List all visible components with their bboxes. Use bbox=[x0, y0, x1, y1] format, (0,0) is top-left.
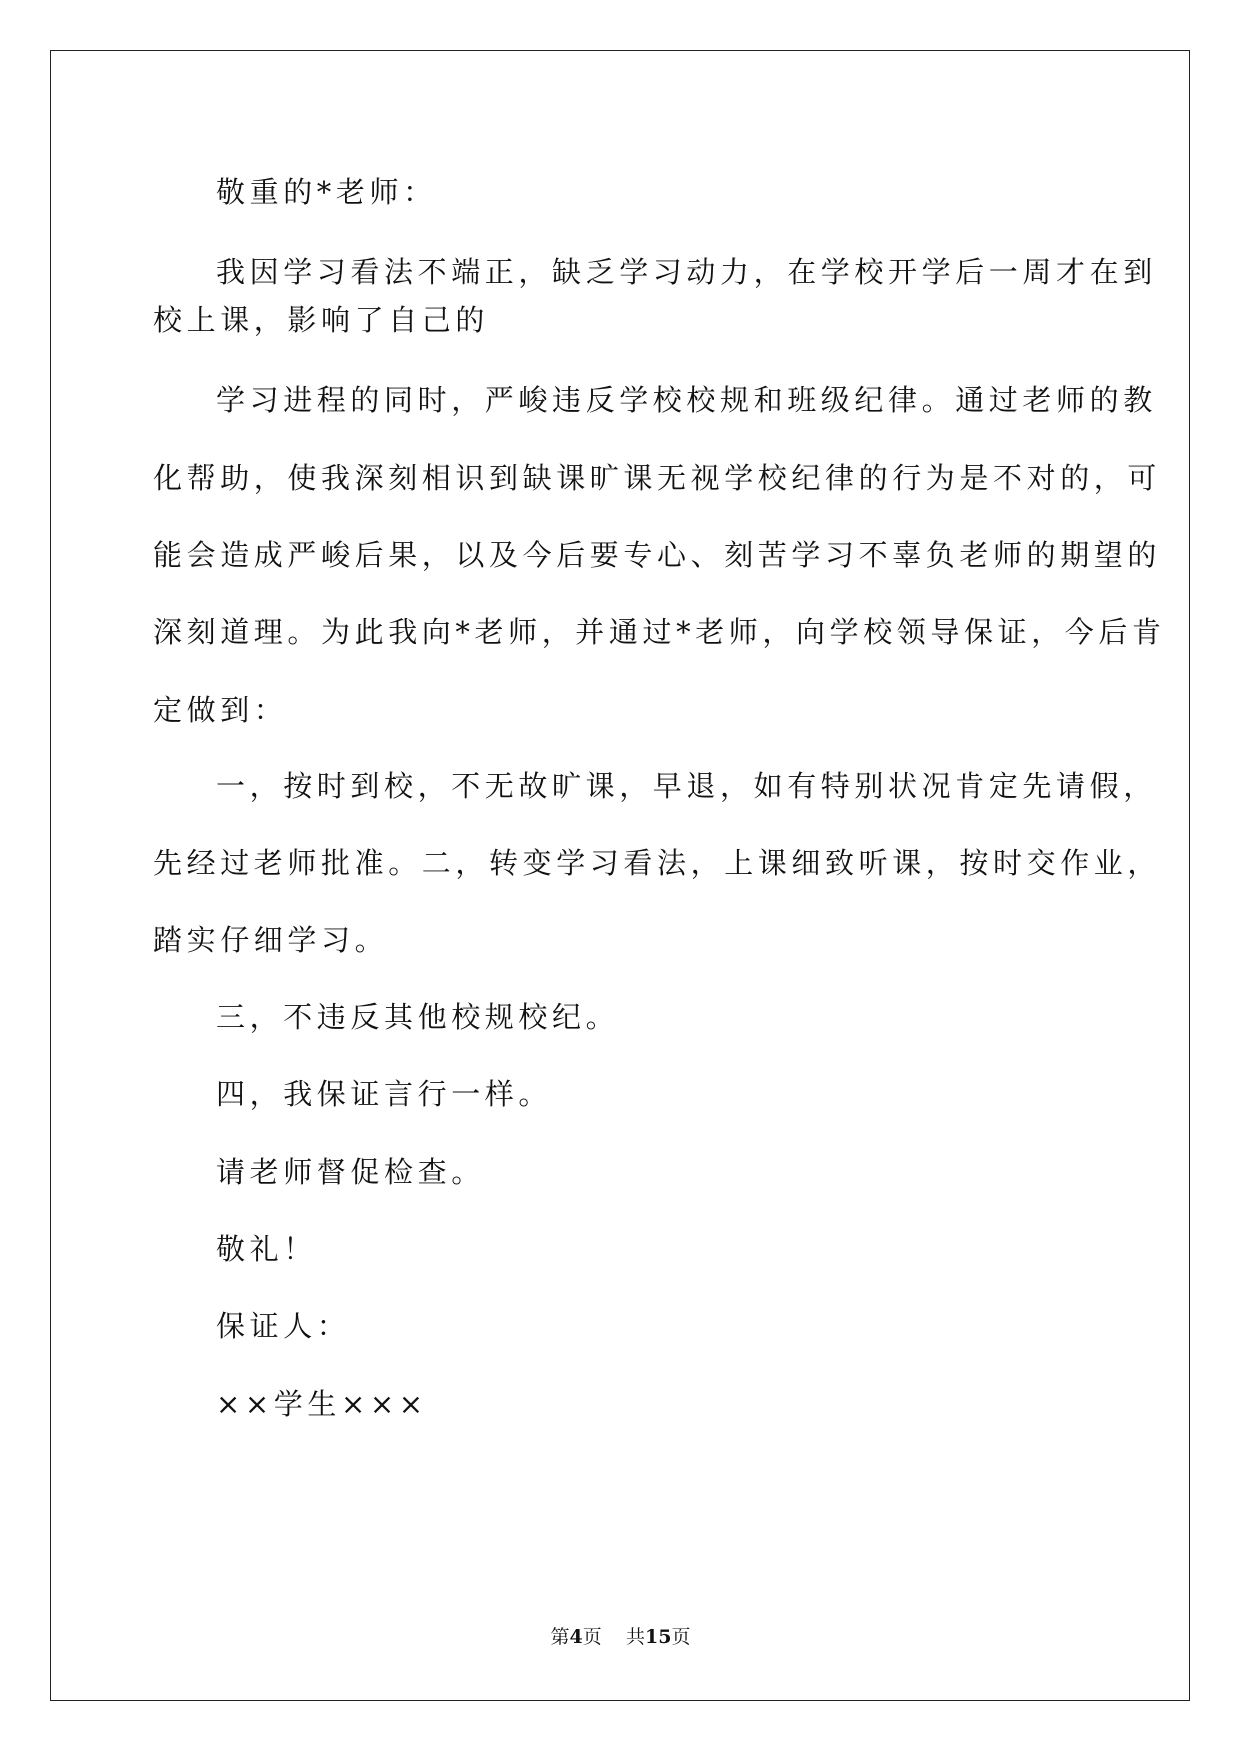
paragraph-line: 化帮助，使我深刻相识到缺课旷课无视学校纪律的行为是不对的，可 bbox=[153, 461, 1162, 495]
page-total: 15 bbox=[644, 1626, 672, 1648]
closing-salute: 敬礼！ bbox=[216, 1232, 317, 1266]
page-suffix: 页 bbox=[582, 1626, 602, 1648]
paragraph-line: 深刻道理。为此我向*老师，并通过*老师，向学校领导保证，今后肯 bbox=[153, 615, 1166, 649]
closing-request: 请老师督促检查。 bbox=[216, 1155, 485, 1189]
salutation: 敬重的*老师： bbox=[216, 175, 437, 209]
paragraph-line: 定做到： bbox=[153, 693, 288, 727]
paragraph-line: 我因学习看法不端正，缺乏学习动力，在学校开学后一周才在到 bbox=[216, 255, 1157, 289]
guarantor-label: 保证人： bbox=[216, 1309, 351, 1343]
signature-line: ××学生××× bbox=[216, 1387, 428, 1421]
paragraph-line: 能会造成严峻后果，以及今后要专心、刻苦学习不辜负老师的期望的 bbox=[153, 538, 1162, 572]
page-number: 4 bbox=[569, 1626, 583, 1648]
list-item: 三，不违反其他校规校纪。 bbox=[216, 1000, 620, 1034]
total-suffix: 页 bbox=[671, 1626, 691, 1648]
page-footer bbox=[0, 1625, 1241, 1649]
paragraph-line: 一，按时到校，不无故旷课，早退，如有特别状况肯定先请假， bbox=[216, 769, 1157, 803]
paragraph-line: 先经过老师批准。二，转变学习看法，上课细致听课，按时交作业， bbox=[153, 846, 1162, 880]
paragraph-line: 校上课，影响了自己的 bbox=[153, 303, 490, 337]
list-item: 四，我保证言行一样。 bbox=[216, 1077, 553, 1111]
paragraph-line: 学习进程的同时，严峻违反学校校规和班级纪律。通过老师的教 bbox=[216, 383, 1157, 417]
paragraph-line: 踏实仔细学习。 bbox=[153, 923, 389, 957]
page-prefix: 第 bbox=[550, 1626, 570, 1648]
total-prefix: 共 bbox=[625, 1626, 645, 1648]
